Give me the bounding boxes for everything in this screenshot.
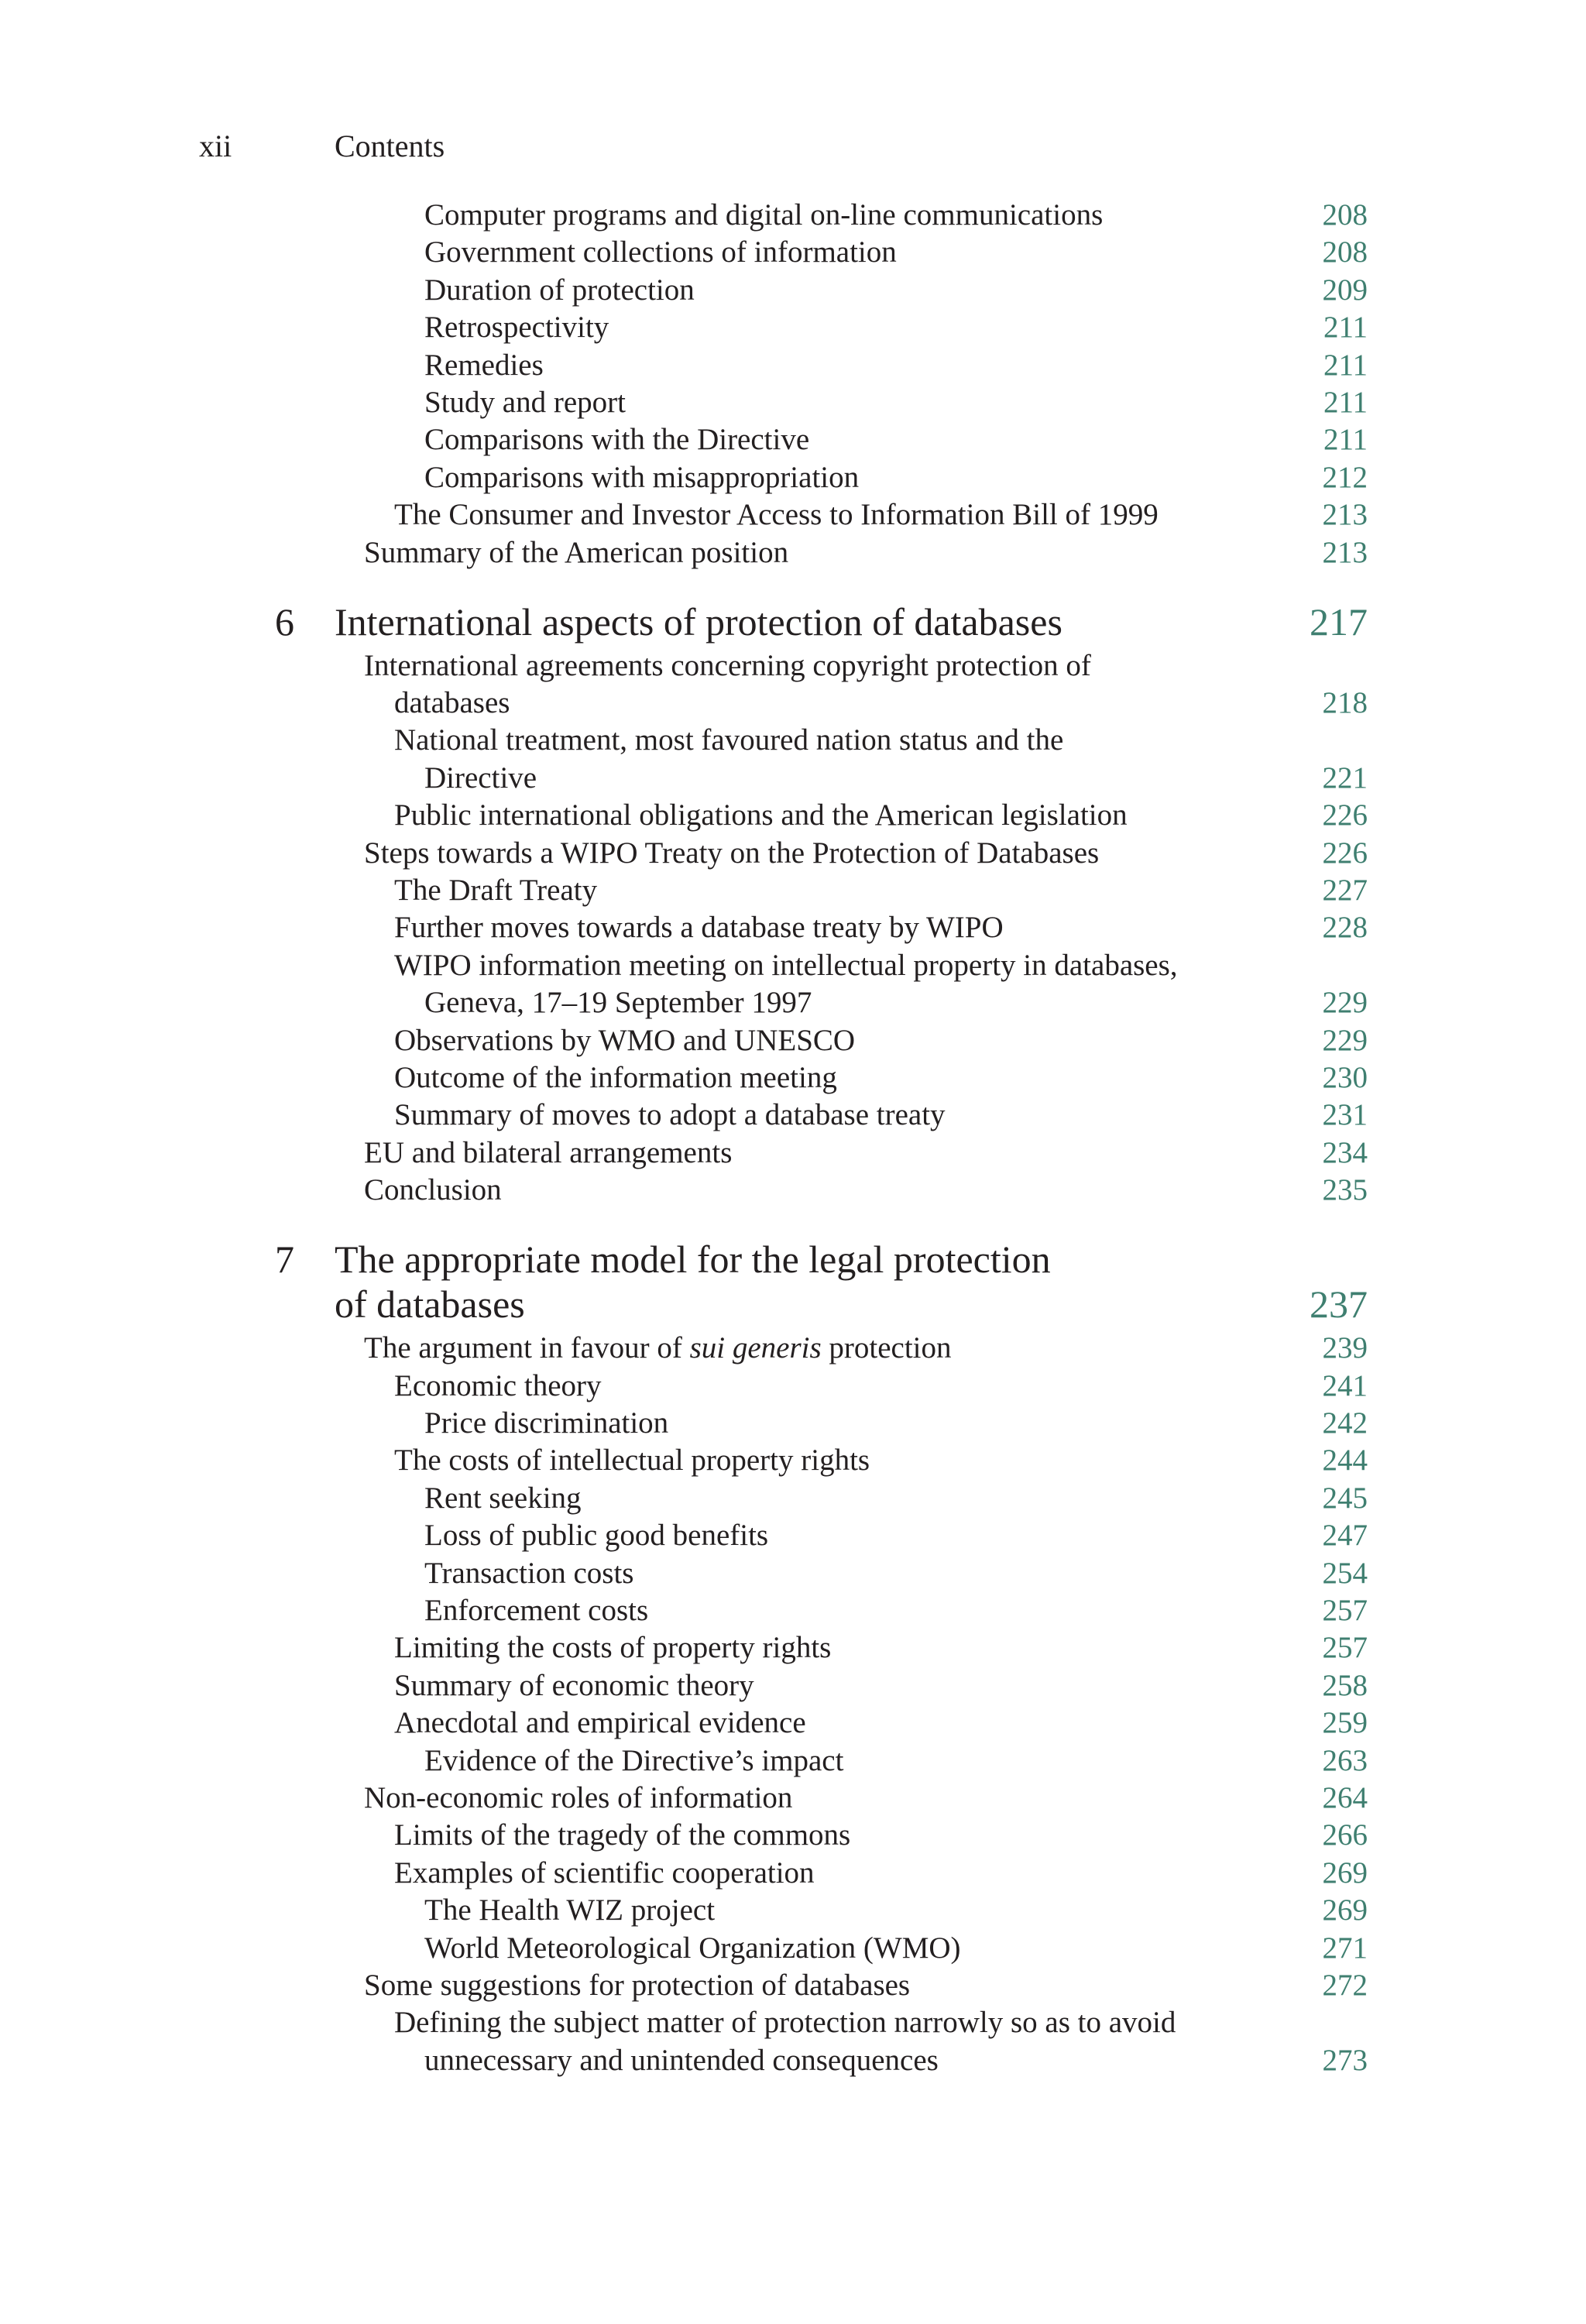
page-number: 257 [1322, 1631, 1368, 1665]
page-number: 245 [1322, 1481, 1368, 1515]
chapter-title: International aspects of protection of databases [335, 599, 1062, 644]
toc-entry [0, 984, 1586, 1020]
toc-entry [0, 309, 1586, 345]
toc-entry [0, 909, 1586, 945]
page-number: 247 [1322, 1519, 1368, 1553]
entry-title: International agreements concerning copyright protection of [364, 648, 1091, 682]
page-number: 271 [1322, 1931, 1368, 1965]
page-number: 218 [1322, 686, 1368, 719]
entry-title: Rent seeking [424, 1481, 582, 1515]
page-number: 211 [1323, 348, 1368, 382]
entry-title: EU and bilateral arrangements [364, 1135, 733, 1169]
toc-entry [0, 1480, 1586, 1516]
toc-entry [0, 1892, 1586, 1928]
chapter-number: 6 [275, 599, 294, 644]
page-number: 244 [1322, 1443, 1368, 1478]
page-number: 239 [1322, 1331, 1368, 1365]
toc-entry [0, 1517, 1586, 1553]
toc-entry [0, 534, 1586, 570]
page-number: 258 [1322, 1668, 1368, 1702]
chapter-number: 7 [275, 1238, 294, 1282]
page-number: 229 [1322, 986, 1368, 1020]
toc-entry [0, 1704, 1586, 1740]
toc-entry [0, 1780, 1586, 1815]
toc-entry [0, 1097, 1586, 1132]
page-number: 226 [1322, 836, 1368, 870]
page-number: 269 [1322, 1855, 1368, 1890]
entry-title: Evidence of the Directive’s impact [424, 1743, 844, 1777]
toc-entry [0, 347, 1586, 383]
running-header [0, 129, 1586, 164]
page-number: 257 [1322, 1594, 1368, 1627]
toc-entry [0, 1172, 1586, 1207]
toc-entry [0, 685, 1586, 720]
page-number: 208 [1322, 235, 1368, 269]
page-number: 211 [1323, 311, 1368, 345]
toc-entry [0, 647, 1586, 683]
toc-entry [0, 947, 1586, 983]
toc-entry [0, 1967, 1586, 2003]
toc-entry [0, 1442, 1586, 1478]
page-number: 211 [1323, 423, 1368, 457]
page-number: 230 [1322, 1061, 1368, 1094]
page-number: 211 [1323, 386, 1368, 419]
entry-title: Steps towards a WIPO Treaty on the Protection of Databases [364, 836, 1100, 870]
page-number: 269 [1322, 1893, 1368, 1928]
entry-title: Geneva, 17–19 September 1997 [424, 986, 812, 1020]
page-number: 213 [1322, 535, 1368, 569]
chapter-heading [0, 1237, 1586, 1282]
chapter-title: The appropriate model for the legal protection [335, 1238, 1051, 1282]
running-title: Contents [335, 129, 445, 163]
entry-title: Remedies [424, 348, 544, 382]
page-number: 229 [1322, 1023, 1368, 1057]
entry-title: Examples of scientific cooperation [394, 1855, 815, 1890]
page-number: 227 [1322, 874, 1368, 907]
page-number: 234 [1322, 1135, 1368, 1169]
entry-title: World Meteorological Organization (WMO) [424, 1931, 961, 1965]
toc-entry [0, 1135, 1586, 1170]
toc-entry [0, 197, 1586, 232]
toc-entry [0, 722, 1586, 757]
entry-title: Defining the subject matter of protection narrowly so as to avoid [394, 2006, 1176, 2040]
entry-title: unnecessary and unintended consequences [424, 2043, 939, 2077]
page-number: 259 [1322, 1706, 1368, 1740]
page-number: 212 [1322, 460, 1368, 494]
entry-title: Retrospectivity [424, 311, 609, 345]
page-number: 213 [1322, 498, 1368, 532]
page-number: 237 [1310, 1282, 1368, 1327]
page-number: 272 [1322, 1969, 1368, 2002]
page-number: 242 [1322, 1406, 1368, 1440]
toc-entry [0, 1855, 1586, 1890]
toc-entry [0, 1368, 1586, 1403]
page-number: 208 [1322, 198, 1368, 232]
chapter-heading [0, 1282, 1586, 1327]
entry-title: databases [394, 686, 510, 719]
toc-entry [0, 1930, 1586, 1965]
page-number: 235 [1322, 1173, 1368, 1207]
toc-entry [0, 1405, 1586, 1440]
entry-title [364, 1330, 952, 1365]
chapter-title: of databases [335, 1282, 525, 1327]
entry-title: Enforcement costs [424, 1594, 649, 1627]
entry-title: Transaction costs [424, 1556, 634, 1590]
page-number: 231 [1322, 1098, 1368, 1132]
entry-title: Loss of public good benefits [424, 1519, 769, 1553]
toc-entry [0, 234, 1586, 269]
toc-entry [0, 1022, 1586, 1058]
entry-title: Outcome of the information meeting [394, 1061, 837, 1094]
entry-title: Limiting the costs of property rights [394, 1631, 832, 1665]
toc-entry [0, 421, 1586, 457]
entry-title: The Draft Treaty [394, 874, 598, 907]
entry-title: Conclusion [364, 1173, 502, 1207]
entry-title-part: protection [821, 1331, 952, 1365]
chapter-heading [0, 599, 1586, 644]
entry-title: Comparisons with the Directive [424, 423, 810, 457]
page-number: 266 [1322, 1818, 1368, 1852]
toc-entry [0, 1817, 1586, 1852]
toc-entry [0, 1629, 1586, 1665]
entry-title: Summary of moves to adopt a database treaty [394, 1098, 946, 1132]
entry-title: Comparisons with misappropriation [424, 460, 860, 494]
entry-title: Non-economic roles of information [364, 1781, 793, 1814]
entry-title: Government collections of information [424, 235, 897, 269]
page-number: 209 [1322, 273, 1368, 307]
toc-entry [0, 1742, 1586, 1778]
entry-title: Further moves towards a database treaty by WIPO [394, 911, 1004, 945]
toc-entry [0, 1059, 1586, 1095]
toc-entry [0, 1555, 1586, 1591]
page-number: 228 [1322, 911, 1368, 945]
toc-entry [0, 2004, 1586, 2040]
page-folio: xii [199, 129, 232, 163]
toc-entry [0, 384, 1586, 420]
entry-title: Summary of economic theory [394, 1668, 754, 1702]
entry-title: WIPO information meeting on intellectual property in databases, [394, 948, 1178, 982]
entry-title: Price discrimination [424, 1406, 669, 1440]
toc-entry [0, 2042, 1586, 2078]
page-number: 273 [1322, 2043, 1368, 2077]
page-number: 217 [1310, 599, 1368, 644]
toc-entry [0, 1667, 1586, 1703]
entry-title: Study and report [424, 386, 626, 419]
toc-entry [0, 872, 1586, 908]
toc-entry [0, 797, 1586, 832]
entry-title: Public international obligations and the American legislation [394, 798, 1128, 832]
toc-entry [0, 1592, 1586, 1628]
entry-title-part: The argument in favour of [364, 1331, 690, 1365]
entry-title: Limits of the tragedy of the commons [394, 1818, 851, 1852]
entry-title: Observations by WMO and UNESCO [394, 1023, 856, 1057]
toc-entry [0, 272, 1586, 307]
entry-title: Economic theory [394, 1368, 602, 1402]
entry-title: Some suggestions for protection of databases [364, 1969, 911, 2002]
toc-entry [0, 835, 1586, 870]
page-number: 263 [1322, 1743, 1368, 1777]
toc-entry [0, 459, 1586, 495]
entry-title: National treatment, most favoured nation status and the [394, 723, 1064, 757]
page-number: 254 [1322, 1556, 1368, 1590]
entry-title: The Consumer and Investor Access to Information Bill of 1999 [394, 498, 1159, 532]
entry-title: Anecdotal and empirical evidence [394, 1706, 806, 1740]
entry-title: Computer programs and digital on-line communications [424, 198, 1104, 232]
toc-entry [0, 760, 1586, 795]
entry-title: The Health WIZ project [424, 1893, 716, 1928]
toc-entry [0, 1330, 1586, 1365]
page-number: 221 [1322, 760, 1368, 795]
entry-title: Summary of the American position [364, 535, 789, 569]
toc-entry [0, 496, 1586, 532]
entry-title: The costs of intellectual property rights [394, 1443, 870, 1478]
entry-title: Duration of protection [424, 273, 695, 307]
page-number: 226 [1322, 798, 1368, 832]
entry-title: Directive [424, 760, 537, 795]
page-number: 241 [1322, 1368, 1368, 1402]
page-number: 264 [1322, 1781, 1368, 1814]
entry-title-italic: sui generis [689, 1331, 822, 1365]
